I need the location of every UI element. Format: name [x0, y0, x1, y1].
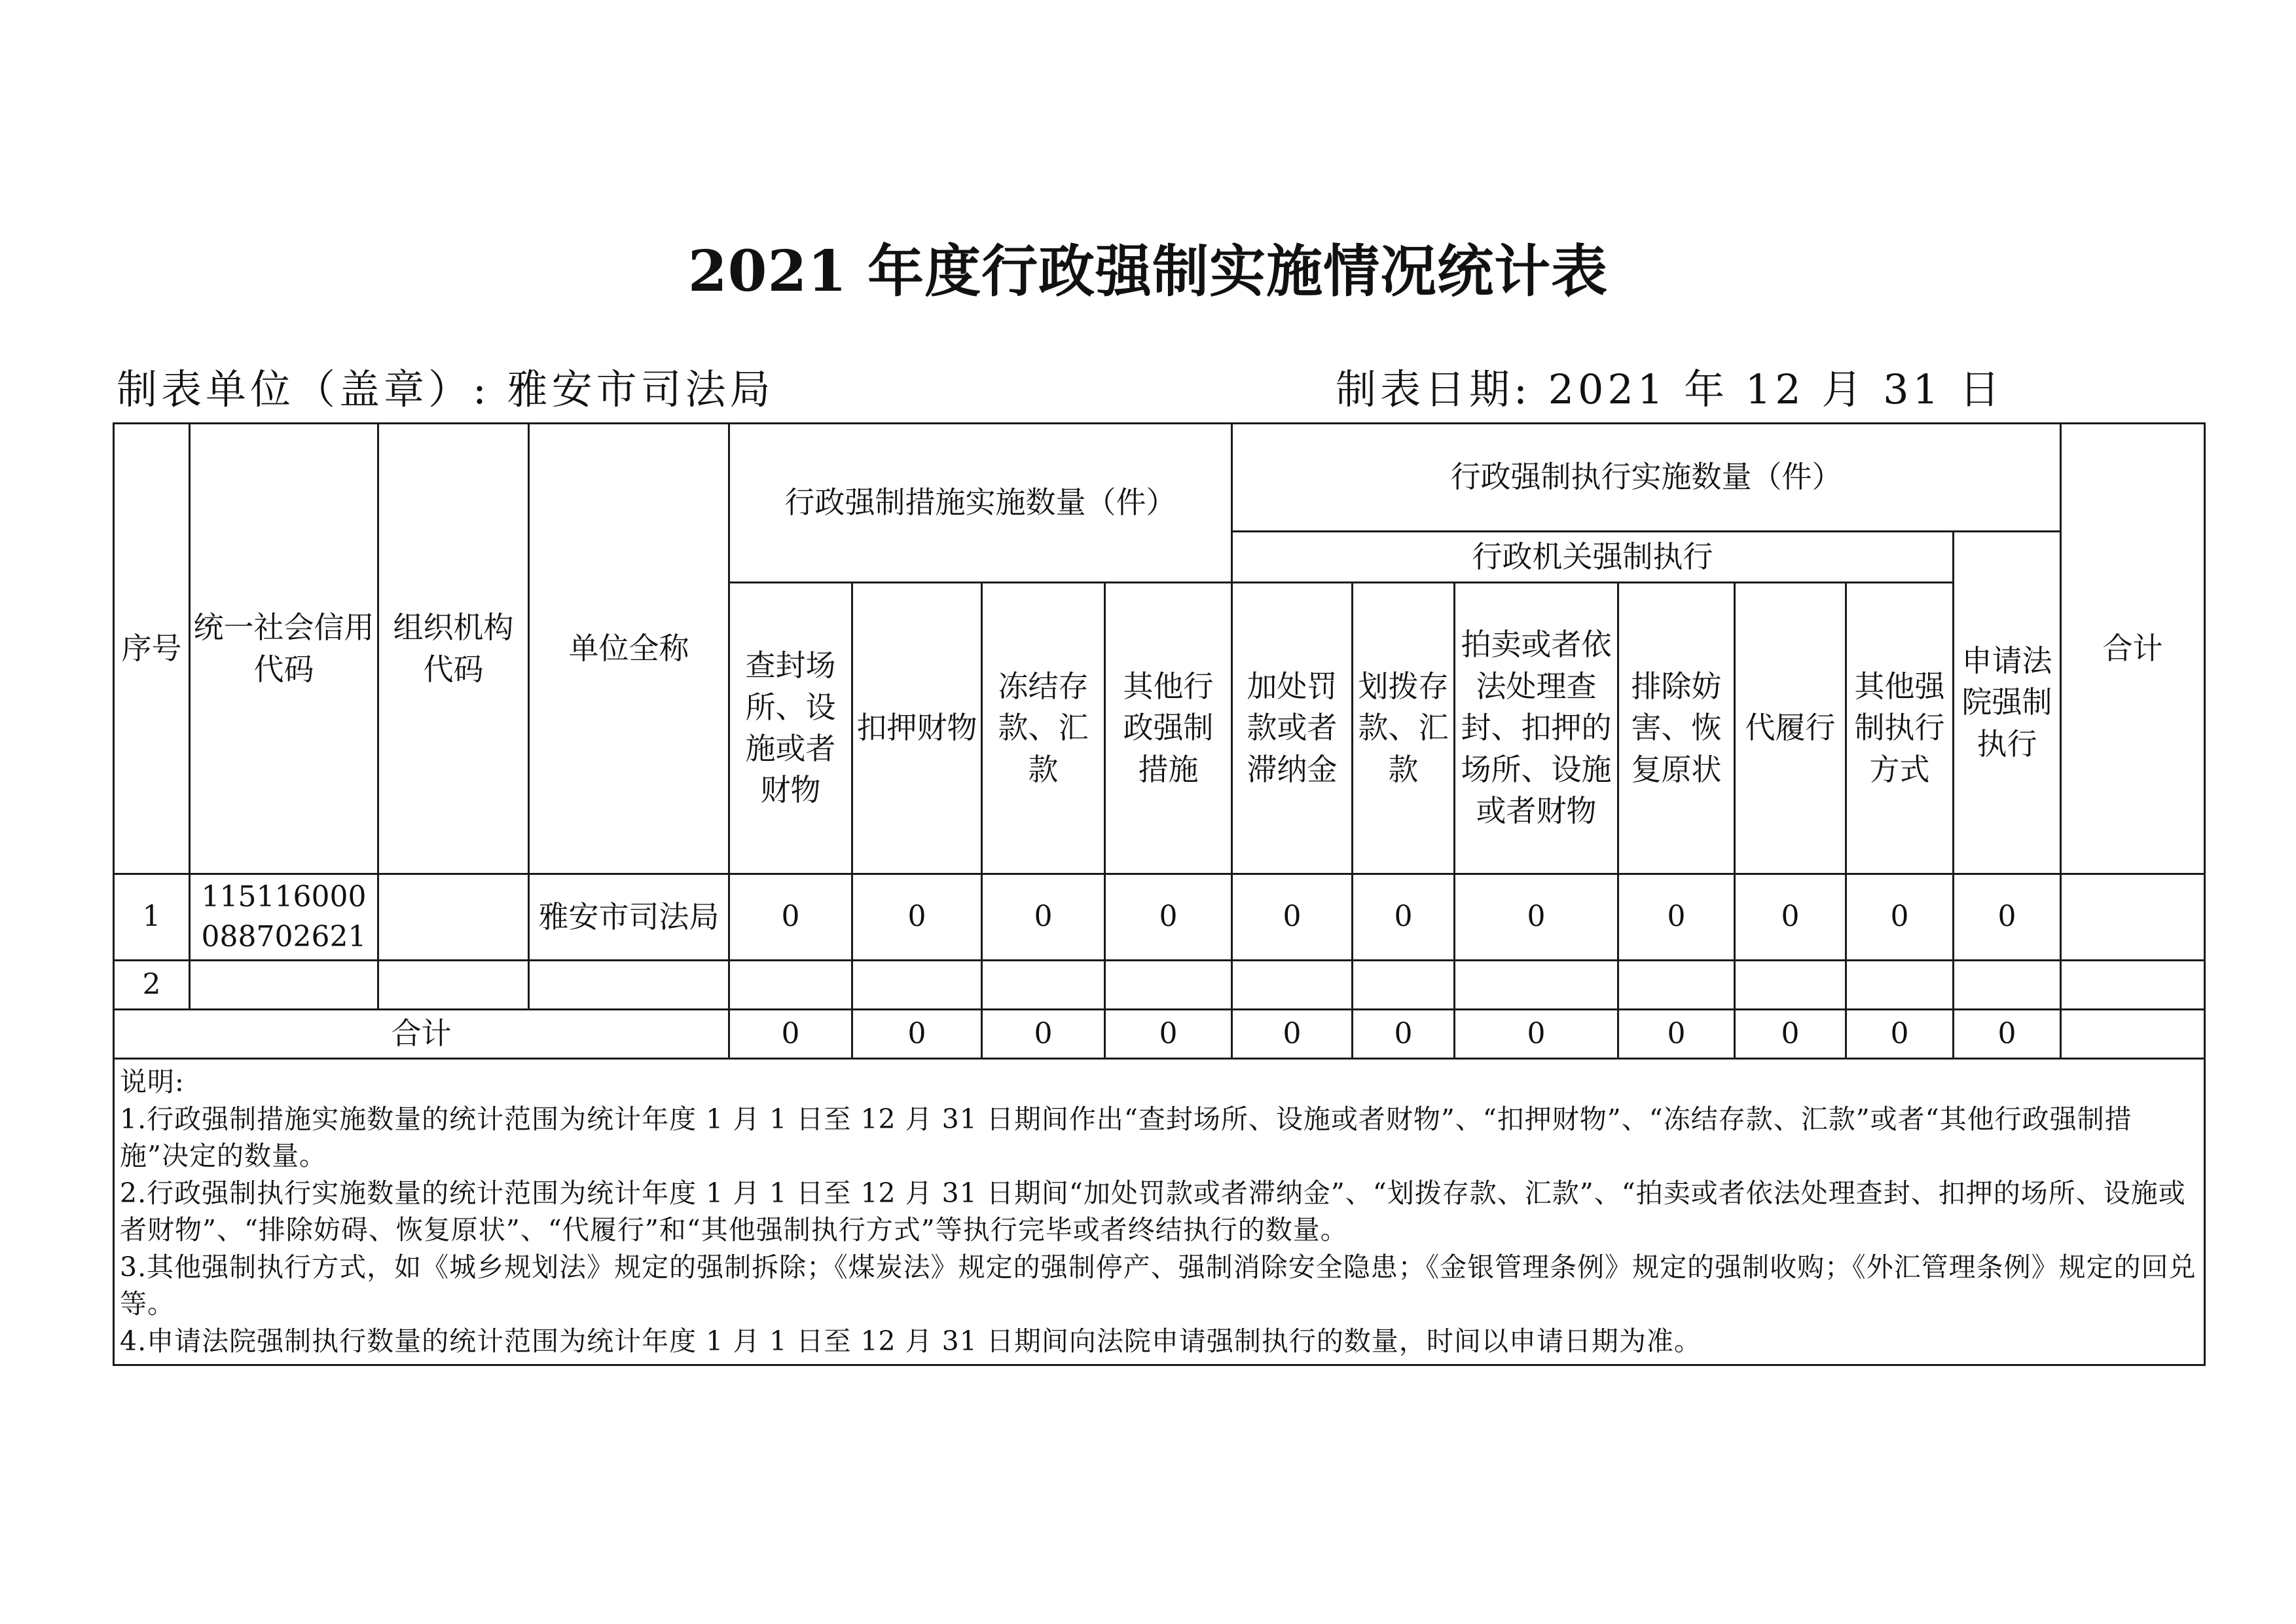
summary-total: [2061, 1010, 2205, 1059]
summary-value: 0: [1353, 1010, 1455, 1059]
row-total: [2061, 961, 2205, 1010]
row-credit-code: [190, 961, 378, 1010]
row-value: [982, 961, 1105, 1010]
row-value: [1846, 961, 1954, 1010]
summary-value: 0: [1232, 1010, 1353, 1059]
row-value: [729, 961, 852, 1010]
header-measure-seal: 查封场所、设施或者财物: [729, 583, 852, 874]
row-credit-code: 115116000088702621: [190, 874, 378, 961]
row-value: 0: [1105, 874, 1232, 961]
header-agency-fine: 加处罚款或者滞纳金: [1232, 583, 1353, 874]
header-agency-transfer: 划拨存款、汇款: [1353, 583, 1455, 874]
summary-row: [114, 1010, 2205, 1059]
document-title: 2021 年度行政强制实施情况统计表: [687, 238, 1609, 304]
header-measure-other: 其他行政强制措施: [1105, 583, 1232, 874]
header-seq: 序号: [114, 424, 190, 874]
header-agency-remove: 排除妨害、恢复原状: [1618, 583, 1735, 874]
note-item: 1.行政强制措施实施数量的统计范围为统计年度 1 月 1 日至 12 月 31 日期间作出“查封场所、设施或者财物”、“扣押财物”、“冻结存款、汇款”或者“其他行政强制措施”决定的数量。: [120, 1103, 2132, 1172]
row-value: [1735, 961, 1846, 1010]
row-value: 0: [852, 874, 982, 961]
row-org-code: [378, 961, 529, 1010]
row-total: [2061, 874, 2205, 961]
row-value: [1105, 961, 1232, 1010]
summary-value: 0: [1455, 1010, 1618, 1059]
row-value: [1232, 961, 1353, 1010]
header-court: 申请法院强制执行: [1954, 532, 2061, 874]
note-item: 4.申请法院强制执行数量的统计范围为统计年度 1 月 1 日至 12 月 31 日期间向法院申请强制执行的数量，时间以申请日期为准。: [120, 1325, 1702, 1357]
note-item: 2.行政强制执行实施数量的统计范围为统计年度 1 月 1 日至 12 月 31 日期间“加处罚款或者滞纳金”、“划拨存款、汇款”、“拍卖或者依法处理查封、扣押的场所、设施或者财物”、“排除妨碍、恢复原状”、“代履行”和“其他强制执行方式”等执行完毕或者终结执行的数量。: [120, 1177, 2186, 1246]
row-seq: 2: [114, 961, 190, 1010]
row-value: [1353, 961, 1455, 1010]
row-unit-name: [529, 961, 729, 1010]
header-org-code: 组织机构代码: [378, 424, 529, 874]
summary-label: 合计: [114, 1010, 729, 1059]
header-agency-substitute: 代履行: [1735, 583, 1846, 874]
row-value: 0: [1232, 874, 1353, 961]
summary-value: 0: [1954, 1010, 2061, 1059]
header-unit-name: 单位全称: [529, 424, 729, 874]
table-row: [114, 874, 2205, 961]
row-org-code: [378, 874, 529, 961]
summary-value: 0: [1105, 1010, 1232, 1059]
unit-line: 制表单位（盖章）: 雅安市司法局: [117, 365, 774, 413]
row-value: 0: [1846, 874, 1954, 961]
summary-value: 0: [982, 1010, 1105, 1059]
row-value: [852, 961, 982, 1010]
header-measure-seize: 扣押财物: [852, 583, 982, 874]
table-row: [114, 961, 2205, 1010]
date-line: 制表日期: 2021 年 12 月 31 日: [1336, 365, 2004, 413]
row-value: [1954, 961, 2061, 1010]
header-execution-group: 行政强制执行实施数量（件）: [1232, 424, 2061, 532]
row-value: 0: [1618, 874, 1735, 961]
row-value: [1618, 961, 1735, 1010]
statistics-table: [113, 422, 2206, 1366]
row-value: [1455, 961, 1618, 1010]
header-measure-freeze: 冻结存款、汇款: [982, 583, 1105, 874]
summary-value: 0: [1735, 1010, 1846, 1059]
row-value: 0: [1954, 874, 2061, 961]
row-value: 0: [1353, 874, 1455, 961]
header-agency-group: 行政机关强制执行: [1232, 532, 1954, 583]
summary-value: 0: [852, 1010, 982, 1059]
header-agency-other: 其他强制执行方式: [1846, 583, 1954, 874]
row-value: 0: [1455, 874, 1618, 961]
row-value: 0: [729, 874, 852, 961]
summary-value: 0: [729, 1010, 852, 1059]
header-total: 合计: [2061, 424, 2205, 874]
row-value: 0: [1735, 874, 1846, 961]
row-seq: 1: [114, 874, 190, 961]
header-measures-group: 行政强制措施实施数量（件）: [729, 424, 1232, 583]
row-value: 0: [982, 874, 1105, 961]
notes-heading: 说明:: [120, 1066, 185, 1098]
notes-block: [114, 1059, 2205, 1365]
header-credit-code: 统一社会信用代码: [190, 424, 378, 874]
row-unit-name: 雅安市司法局: [529, 874, 729, 961]
summary-value: 0: [1846, 1010, 1954, 1059]
note-item: 3.其他强制执行方式，如《城乡规划法》规定的强制拆除；《煤炭法》规定的强制停产、强制消除安全隐患；《金银管理条例》规定的强制收购；《外汇管理条例》规定的回兑等。: [120, 1251, 2196, 1320]
header-agency-auction: 拍卖或者依法处理查封、扣押的场所、设施或者财物: [1455, 583, 1618, 874]
summary-value: 0: [1618, 1010, 1735, 1059]
